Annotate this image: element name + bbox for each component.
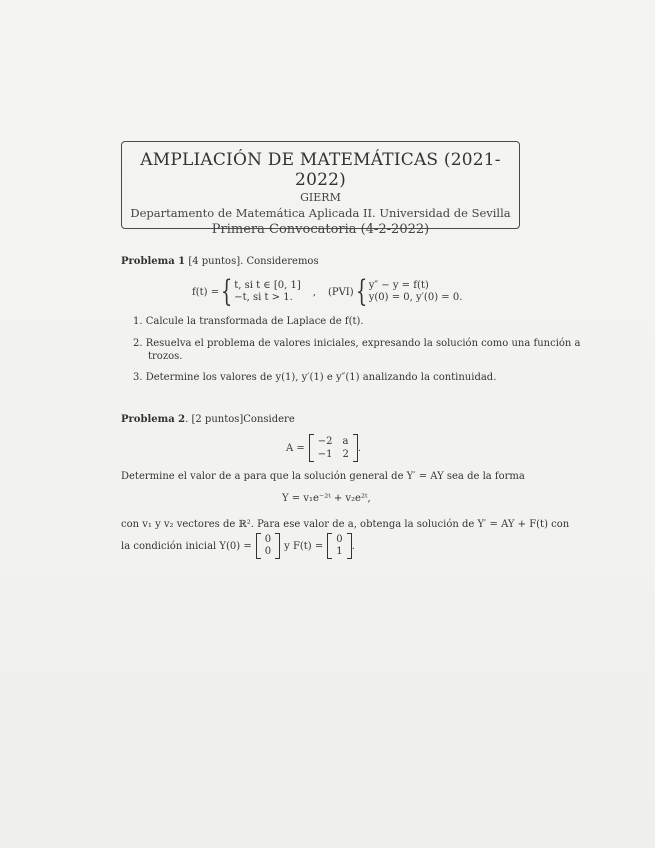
problem1-item-3: 3. Determine los valores de y(1), y′(1) e y″(1) analizando la continuidad. [133, 372, 497, 383]
problem2-line-3 [121, 533, 355, 559]
vector-Ft [327, 533, 351, 559]
f-piecewise [219, 274, 301, 309]
pvi-initial-conditions: y(0) = 0, y′(0) = 0. [368, 292, 463, 303]
vector-cell: 0 [264, 534, 272, 545]
problem2-heading: Problema 2 [121, 414, 186, 425]
exam-header [121, 141, 520, 237]
pvi-system [354, 274, 463, 309]
problem2-line-2: con v₁ y v₂ vectores de ℝ². Para ese valor de a, obtenga la solución de Y′ = AY + F(t) con [121, 519, 570, 530]
matrix-cell: −2 [317, 435, 333, 447]
f-case-2: −t, si t > 1. [234, 292, 293, 303]
exam-call: Primera Convocatoria (4-2-2022) [211, 222, 430, 237]
matrix-A-end: . [357, 442, 362, 454]
problem1-equations [192, 274, 463, 309]
matrix-cell: a [342, 435, 349, 447]
vector-cell: 0 [264, 546, 272, 557]
initial-condition-label: la condición inicial Y(0) = [121, 540, 252, 552]
pvi-equation: y″ − y = f(t) [368, 280, 429, 291]
matrix-A-definition [286, 434, 361, 462]
left-brace-icon: { [355, 274, 367, 309]
line-end: . [351, 540, 355, 552]
problem1-item-2-cont: trozos. [148, 351, 183, 362]
problem2-line-1: Determine el valor de a para que la solución general de Y′ = AY sea de la forma [121, 471, 525, 482]
pvi-label: (PVI) [327, 286, 354, 298]
general-solution-formula: Y = v₁e⁻²ᵗ + v₂e²ᵗ, [282, 493, 371, 504]
problem1-intro [121, 256, 319, 267]
problem2-points: . [2 puntos]Considere [185, 414, 295, 425]
problem1-intro-text: Consideremos [246, 256, 319, 267]
problem2-intro [121, 414, 295, 425]
vector-cell: 1 [336, 546, 343, 557]
f-case-1: t, si t ∈ [0, 1] [234, 280, 301, 291]
problem1-heading: Problema 1 [121, 256, 186, 267]
degree-code: GIERM [300, 191, 341, 204]
matrix-A [309, 434, 358, 462]
problem1-points: [4 puntos]. [188, 256, 244, 267]
forcing-label: y F(t) = [284, 540, 324, 552]
problem1-item-1: 1. Calcule la transformada de Laplace de f(t). [133, 316, 364, 327]
separator: , [312, 286, 316, 298]
course-title: AMPLIACIÓN DE MATEMÁTICAS (2021-2022) [140, 150, 501, 190]
f-definition-lhs: f(t) = [192, 286, 220, 298]
left-brace-icon: { [220, 274, 233, 309]
vector-Y0 [256, 533, 280, 559]
matrix-A-lhs: A = [286, 442, 305, 454]
department: Departamento de Matemática Aplicada II. Universidad de Sevilla [130, 206, 511, 220]
problem1-item-2: 2. Resuelva el problema de valores iniciales, expresando la solución como una función a [133, 338, 581, 349]
matrix-cell: −1 [317, 448, 333, 460]
matrix-cell: 2 [342, 448, 349, 460]
vector-cell: 0 [336, 534, 343, 545]
